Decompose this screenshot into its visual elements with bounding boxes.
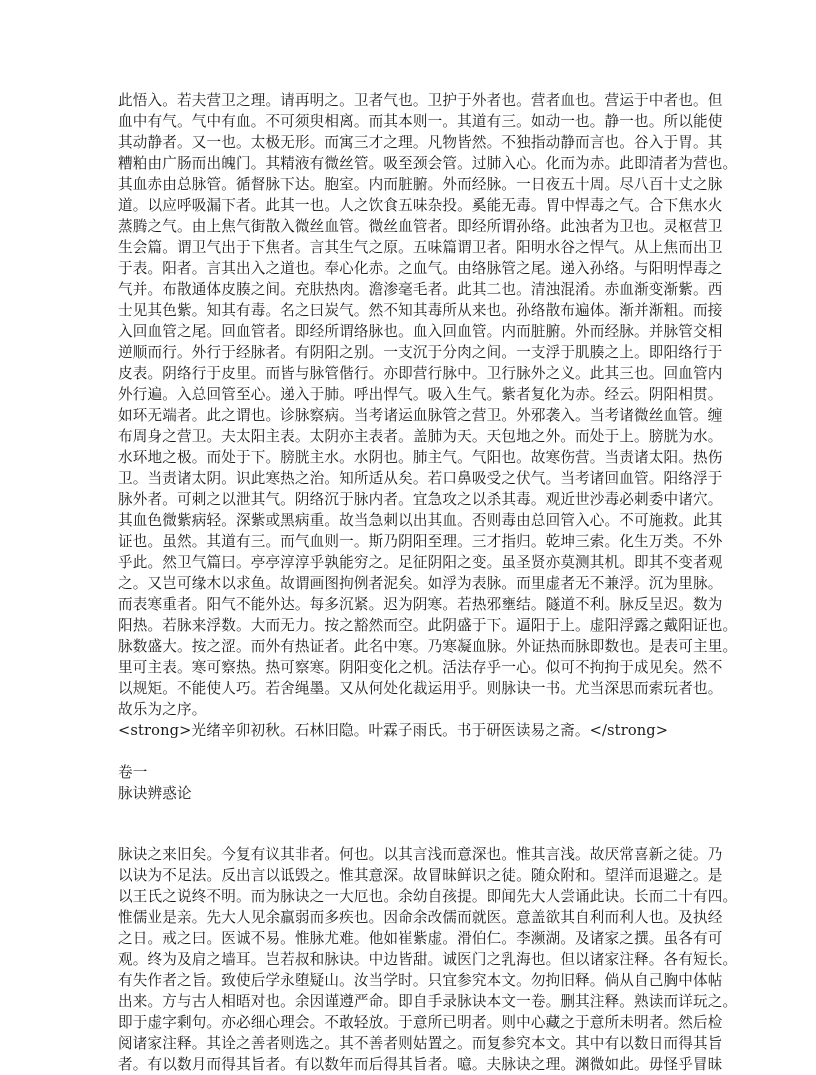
- volume-label: 卷一: [118, 764, 148, 781]
- text-line: 脉外者。可刺之以泄其气。阴络沉于脉内者。宜急攻之以杀其毒。观近世沙毒必刺委中诸穴。: [118, 491, 723, 508]
- text-line: 观。终为及肩之墙耳。岂若叔和脉诀。中边皆甜。诚医门之乳海也。但以诸家注释。各有短长。: [118, 951, 738, 968]
- text-line: 士见其色紫。知其有毒。名之曰炭气。然不知其毒所从来也。孙络散布遍体。渐并渐粗。而接: [118, 302, 723, 319]
- text-line: 如环无端者。此之谓也。诊脉察病。当考诸运血脉管之营卫。外邪袭入。当考诸微丝血管。缠: [118, 407, 723, 424]
- text-line: 即于虚字剩句。亦必细心理会。不敢轻放。于意所已明者。则中心藏之于意所未明者。然后检: [118, 1014, 723, 1031]
- text-line: 有失作者之旨。致使后学永堕疑山。汝当学时。只宜参究本文。勿拘旧释。倘从自己胸中体帖: [118, 972, 723, 989]
- text-line: 乎此。然卫气篇曰。亭亭淳淳乎孰能穷之。足征阴阳之变。虽圣贤亦莫测其机。即其不变者观: [118, 554, 723, 571]
- text-line: 蒸腾之气。由上焦气街散入微丝血管。微丝血管者。即经所谓孙络。此浊者为卫也。灵枢营卫: [118, 218, 723, 235]
- text-line: 外行遍。入总回管至心。递入于肺。呼出悍气。吸入生气。紫者复化为赤。经云。阴阳相贯。: [118, 386, 723, 403]
- text-line: 此悟入。若夫营卫之理。请再明之。卫者气也。卫护于外者也。营者血也。营运于中者也。但: [118, 92, 723, 109]
- text-line: 其动静者。又一也。太极无形。而寓三才之理。凡物皆然。不独指动静而言也。谷入于胃。其: [118, 134, 723, 151]
- text-line: 阳热。若脉来浮数。大而无力。按之豁然而空。此阴盛于下。逼阳于上。虚阳浮露之戴阳证也。: [118, 617, 738, 634]
- text-line: 糟粕由广肠而出魄门。其精液有微丝管。吸至颈会管。过肺入心。化而为赤。此即清者为营也。: [118, 155, 738, 172]
- blank-line: [118, 741, 708, 762]
- text-line: 气并。布散通体皮腠之间。充肤热肉。澹渗毫毛者。此其二也。清浊混淆。赤血渐变渐紫。西: [118, 281, 723, 298]
- text-line: 逆顺而行。外行于经脉者。有阴阳之别。一支沉于分肉之间。一支浮于肌腠之上。即阳络行于: [118, 344, 723, 361]
- preface-paragraph: [118, 90, 738, 720]
- text-line: 者。有以数月而得其旨者。有以数年而后得其旨者。噫。夫脉诀之理。渊微如此。毋怪乎冒昧: [118, 1056, 723, 1073]
- text-line: 于表。阳者。言其出入之道也。奉心化赤。之血气。由络脉管之尾。递入孙络。与阳明悍毒之: [118, 260, 723, 277]
- text-line: 里可主表。寒可察热。热可察寒。阴阳变化之机。活法存乎一心。似可不拘拘于成见矣。然不: [118, 659, 723, 676]
- text-line: 惟儒业是亲。先大人见余羸弱而多疾也。因命余改儒而就医。意盖欲其自利而利人也。及执经: [118, 909, 723, 926]
- text-line: 以诀为不足法。反出言以诋毁之。惟其意深。故冒昧鲜识之徒。随众附和。望洋而退避之。是: [118, 867, 723, 884]
- text-line: 布周身之营卫。夫太阳主表。太阴亦主表者。盖肺为天。天包地之外。而处于上。膀胱为水。: [118, 428, 723, 445]
- section-gap: [118, 804, 708, 844]
- text-line: 阅诸家注释。其诠之善者则选之。其不善者则姑置之。而复参究本文。其中有以数日而得其旨: [118, 1035, 723, 1052]
- text-line: 之日。戒之曰。医诚不易。惟脉尤难。他如崔紫虚。滑伯仁。李濒湖。及诸家之撰。虽各有可: [118, 930, 723, 947]
- preface-signature: <strong>光绪辛卯初秋。石林旧隐。叶霖子雨氏。书于研医读易之斋。</strong>: [118, 722, 669, 739]
- text-line: 皮表。阴络行于皮里。而皆与脉管偕行。亦即营行脉中。卫行脉外之义。此其三也。回血管内: [118, 365, 723, 382]
- text-line: 而表寒重者。阳气不能外达。每多沉紧。迟为阴寒。若热邪壅结。隧道不利。脉反呈迟。数为: [118, 596, 723, 613]
- text-line: 证也。虽然。其道有三。而气血则一。斯乃阴阳至理。三才指归。乾坤三索。化生万类。不外: [118, 533, 723, 550]
- text-line: 其血色微紫病轻。深紫或黑病重。故当急刺以出其血。否则毒由总回管入心。不可施救。此其: [118, 512, 723, 529]
- text-line: 脉数盛大。按之涩。而外有热证者。此名中寒。乃寒凝血脉。外证热而脉即数也。是表可主里。: [118, 638, 738, 655]
- text-line: 卫。当责诸太阴。识此寒热之治。知所适从矣。若口鼻吸受之伏气。当考诸回血管。阳络浮于: [118, 470, 723, 487]
- text-line: 道。以应呼吸漏下者。此其一也。人之饮食五味杂投。奚能无毒。胃中悍毒之气。合下焦水火: [118, 197, 723, 214]
- text-line: 之。又岂可缘木以求鱼。故谓画图拘例者泥矣。如浮为表脉。而里虚者无不兼浮。沉为里脉。: [118, 575, 723, 592]
- chapter-title: 脉诀辨惑论: [118, 785, 192, 802]
- text-line: 生会篇。谓卫气出于下焦者。言其生气之原。五味篇谓卫者。阳明水谷之悍气。从上焦而出卫: [118, 239, 723, 256]
- document-page: [118, 90, 738, 1075]
- text-line: 水环地之极。而处于下。膀胱主水。水阴也。肺主气。气阳也。故寒伤营。当责诸太阳。热伤: [118, 449, 723, 466]
- text-line: 出来。方与古人相晤对也。余因谨遵严命。即自手录脉诀本文一卷。删其注释。熟读而详玩之。: [118, 993, 738, 1010]
- text-line: 其血赤由总脉管。循督脉下达。胞室。内而脏腑。外而经脉。一日夜五十周。尽八百十丈之脉: [118, 176, 723, 193]
- text-line: 入回血管之尾。回血管者。即经所谓络脉也。血入回血管。内而脏腑。外而经脉。并脉管交相: [118, 323, 723, 340]
- text-line: 故乐为之序。: [118, 701, 207, 718]
- text-line: 以王氏之说终不明。而为脉诀之一大厄也。余幼自孩提。即闻先大人尝诵此诀。长而二十有四。: [118, 888, 738, 905]
- chapter-paragraph: [118, 844, 738, 1075]
- text-line: 脉诀之来旧矣。今复有议其非者。何也。以其言浅而意深也。惟其言浅。故厌常喜新之徒。乃: [118, 846, 723, 863]
- text-line: 血中有气。气中有血。不可须臾相离。而其本则一。其道有三。如动一也。静一也。所以能使: [118, 113, 723, 130]
- text-line: 以规矩。不能使人巧。若舍绳墨。又从何处化裁运用乎。则脉诀一书。尤当深思而索玩者也。: [118, 680, 723, 697]
